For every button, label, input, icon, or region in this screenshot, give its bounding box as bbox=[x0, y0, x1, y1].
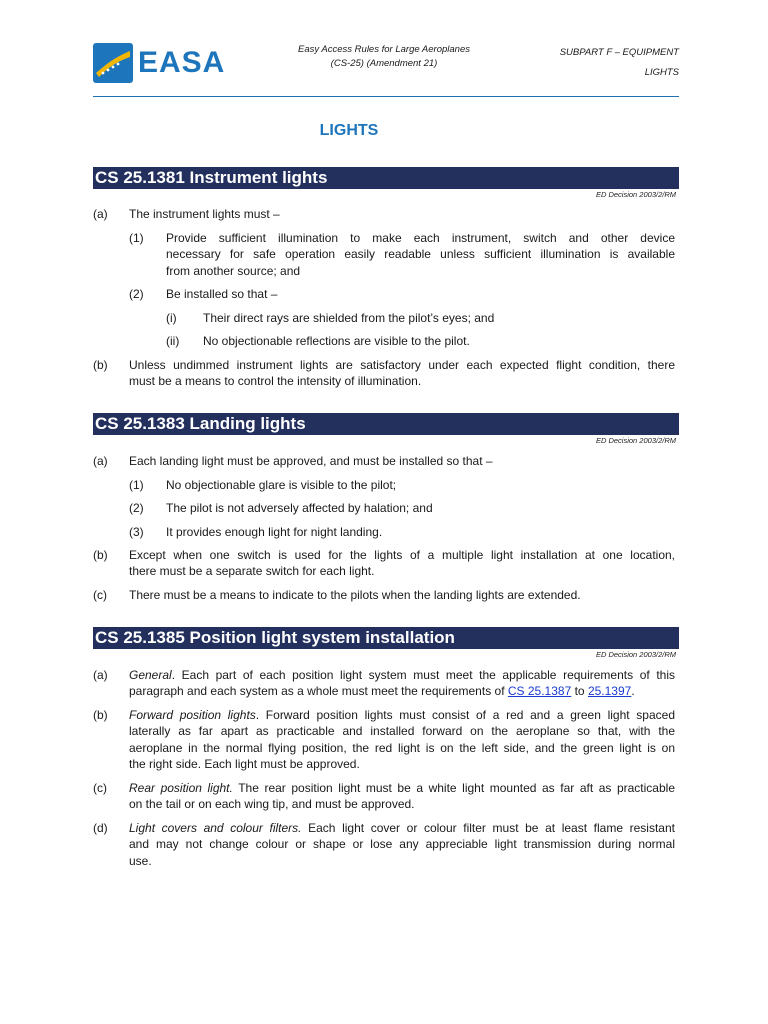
item-lead: General bbox=[129, 668, 172, 682]
item-text: No objectionable reflections are visible to the pilot. bbox=[203, 334, 470, 348]
ed-decision-1385: ED Decision 2003/2/RM bbox=[595, 650, 676, 659]
item-label: (a) bbox=[93, 454, 108, 468]
page-header bbox=[93, 40, 679, 97]
item-label: (b) bbox=[93, 708, 108, 722]
ed-decision-1381: ED Decision 2003/2/RM bbox=[595, 190, 676, 199]
item-label: (b) bbox=[93, 548, 108, 562]
subpart-label: SUBPART F – EQUIPMENT bbox=[559, 47, 679, 58]
item-label: (a) bbox=[93, 207, 108, 221]
item-text: Light covers and colour filters. Each light cover or colour filter must be at least flame resistant and may not change colour or shape or lose any appreciable light transmission during normal use. bbox=[129, 821, 675, 868]
item-label: (c) bbox=[93, 781, 107, 795]
item-text: It provides enough light for night landing. bbox=[166, 525, 383, 539]
ed-decision-1383: ED Decision 2003/2/RM bbox=[595, 436, 676, 445]
series-title: Easy Access Rules for Large Aeroplanes bbox=[298, 44, 470, 55]
item-text: Be installed so that – bbox=[166, 287, 278, 301]
link-cs-25-1397[interactable]: 25.1397 bbox=[587, 684, 632, 699]
item-label: (a) bbox=[93, 668, 108, 682]
page-title: LIGHTS bbox=[319, 122, 379, 139]
item-text: Each landing light must be approved, and must be installed so that – bbox=[129, 454, 493, 468]
item-text: Provide sufficient illumination to make each instrument, switch and other device necessary for safe operation easily readable unless sufficient illumination is available from another source; and bbox=[166, 231, 675, 278]
item-label: (d) bbox=[93, 821, 108, 835]
item-label: (1) bbox=[129, 478, 144, 492]
section-reference bbox=[560, 43, 679, 83]
section-heading-1381: CS 25.1381 Instrument lights bbox=[93, 167, 679, 189]
item-lead: Forward position lights bbox=[129, 708, 256, 722]
document-series bbox=[263, 43, 505, 71]
item-text: General. Each part of each position light system must meet the applicable requirements of this paragraph and each system as a whole must meet the requirements of CS 25.1387 to 25.1397. bbox=[129, 668, 675, 699]
section-heading-1383: CS 25.1383 Landing lights bbox=[93, 413, 679, 435]
item-label: (ii) bbox=[166, 334, 180, 348]
item-label: (1) bbox=[129, 231, 144, 245]
item-text: Except when one switch is used for the lights of a multiple light installation at one location, there must be a separate switch for each light. bbox=[129, 548, 675, 579]
item-label: (3) bbox=[129, 525, 144, 539]
section-heading-1385: CS 25.1385 Position light system installation bbox=[93, 627, 679, 649]
series-amendment: (CS-25) (Amendment 21) bbox=[330, 58, 438, 69]
item-lead: Light covers and colour filters. bbox=[129, 821, 302, 835]
link-cs-25-1387[interactable]: CS 25.1387 bbox=[507, 684, 572, 699]
item-text: The pilot is not adversely affected by halation; and bbox=[166, 501, 433, 515]
item-text: Their direct rays are shielded from the pilot’s eyes; and bbox=[203, 311, 495, 325]
item-label: (c) bbox=[93, 588, 107, 602]
item-text: The instrument lights must – bbox=[129, 207, 280, 221]
item-label: (2) bbox=[129, 501, 144, 515]
item-text: There must be a means to indicate to the pilots when the landing lights are extended. bbox=[129, 588, 581, 602]
item-label: (b) bbox=[93, 358, 108, 372]
item-label: (2) bbox=[129, 287, 144, 301]
item-lead: Rear position light. bbox=[129, 781, 233, 795]
item-text: No objectionable glare is visible to the pilot; bbox=[166, 478, 397, 492]
section-label: LIGHTS bbox=[644, 67, 679, 78]
item-text: Forward position lights. Forward position lights must consist of a red and a green light spaced laterally as far apart as practicable and installed forward on the aeroplane so that, with the aeroplane in the normal flying position, the red light is on the left side, and the green light is on the right side. Each light must be approved. bbox=[129, 708, 675, 771]
logo-text: EASA bbox=[138, 46, 226, 79]
item-label: (i) bbox=[166, 311, 177, 325]
item-text: Rear position light. The rear position light must be a white light mounted as far aft as practicable on the tail or on each wing tip, and must be approved. bbox=[129, 781, 675, 812]
easa-emblem-icon bbox=[93, 43, 133, 83]
easa-logo bbox=[93, 43, 225, 83]
item-text: Unless undimmed instrument lights are satisfactory under each expected flight condition, there must be a means to control the intensity of illumination. bbox=[129, 358, 675, 389]
